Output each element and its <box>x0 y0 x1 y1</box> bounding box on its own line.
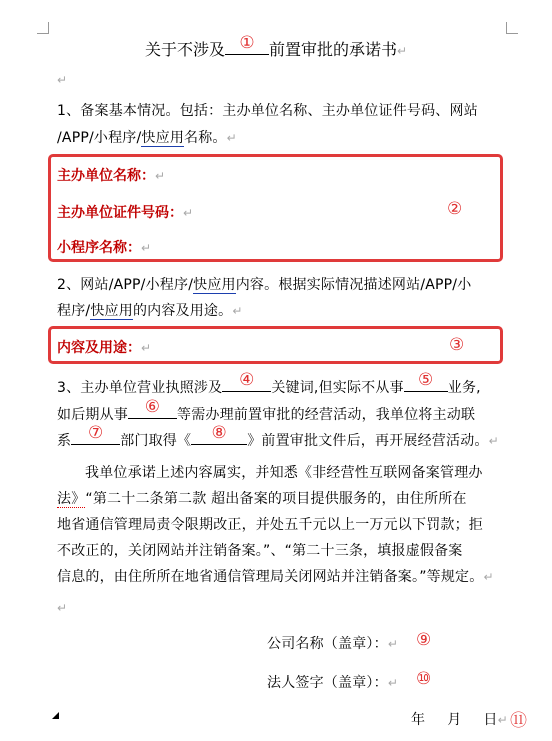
field-host-unit-name: 主办单位名称：↵ <box>57 168 166 184</box>
marker-2: ② <box>447 199 463 219</box>
paragraph-mark: ↵ <box>488 434 499 448</box>
commitment-line5: 信息的，由住所所在地省通信管理局关闭网站并注销备案。”等规定。↵ <box>57 569 494 585</box>
marker-6: ⑥ <box>144 397 161 417</box>
date-line: 年 月 日↵ <box>411 712 508 728</box>
marker-3: ③ <box>449 335 465 355</box>
crop-mark-top-left <box>37 22 49 34</box>
marker-8: ⑧ <box>211 423 227 443</box>
date-month: 月 <box>447 712 462 728</box>
paragraph-mark: ↵ <box>397 44 408 58</box>
section3-line1: 3、主办单位营业执照涉及 ④ 关键词,但实际不从事 ⑤ 业务, <box>57 370 481 396</box>
marker-1: ① <box>239 33 255 53</box>
anchor-triangle-icon <box>52 712 59 719</box>
paragraph-mark: ↵ <box>226 131 237 145</box>
date-year: 年 <box>411 712 426 728</box>
date-day: 日 <box>483 712 498 728</box>
field-content-and-usage: 内容及用途：↵ <box>57 340 152 356</box>
marker-9: ⑨ <box>416 630 432 650</box>
commitment-line2: 法》“第二十二条第二款 超出备案的项目提供服务的，由住所所在 <box>57 491 467 507</box>
document-title: 关于不涉及 ① 前置审批的承诺书↵ <box>145 33 408 59</box>
paragraph-mark: ↵ <box>57 601 68 615</box>
commitment-line3: 地省通信管理局责令限期改正，并处五千元以上一万元以下罚款；拒 <box>57 517 483 533</box>
paragraph-mark: ↵ <box>483 570 494 584</box>
quick-app-link: 快应用 <box>193 277 236 293</box>
field-host-unit-id-number: 主办单位证件号码：↵ <box>57 205 194 221</box>
commitment-line4: 不改正的，关闭网站并注销备案。”、“第二十三条，填报虚假备案 <box>57 543 463 559</box>
commitment-line1: 我单位承诺上述内容属实，并知悉《非经营性互联网备案管理办 <box>85 465 483 481</box>
title-blank <box>225 33 269 55</box>
crop-mark-top-right <box>506 22 518 34</box>
quick-app-link: 快应用 <box>141 130 185 146</box>
section1-line1: 1、备案基本情况。包括：主办单位名称、主办单位证件号码、网站 <box>57 103 478 119</box>
marker-4: ④ <box>239 370 255 390</box>
blank-7 <box>71 423 120 445</box>
section1-line2: /APP/小程序/快应用名称。↵ <box>57 130 237 146</box>
field-mini-program-name: 小程序名称：↵ <box>57 240 152 256</box>
blank-6 <box>128 397 177 419</box>
section3-line2: 如后期从事 ⑥ 等需办理前置审批的经营活动，我单位将主动联 <box>57 397 476 423</box>
section3-line3: 系 ⑦ 部门取得《 ⑧ 》前置审批文件后，再开展经营活动。↵ <box>57 423 499 449</box>
legal-rep-signature: 法人签字（盖章）：↵ <box>267 675 399 691</box>
blank-5 <box>404 370 448 392</box>
blank-8 <box>191 423 247 445</box>
company-name-seal: 公司名称（盖章）：↵ <box>267 636 399 652</box>
section2-line1: 2、网站/APP/小程序/快应用内容。根据实际情况描述网站/APP/小 <box>57 277 472 293</box>
marker-11: ⑪ <box>510 711 527 731</box>
section2-line2: 程序/快应用的内容及用途。↵ <box>57 303 243 319</box>
quick-app-link: 快应用 <box>90 303 133 319</box>
marker-5: ⑤ <box>418 370 434 390</box>
marker-7: ⑦ <box>87 423 104 443</box>
marker-10: ⑩ <box>416 669 432 689</box>
paragraph-mark: ↵ <box>57 73 68 87</box>
paragraph-mark: ↵ <box>232 304 243 318</box>
blank-4 <box>222 370 271 392</box>
